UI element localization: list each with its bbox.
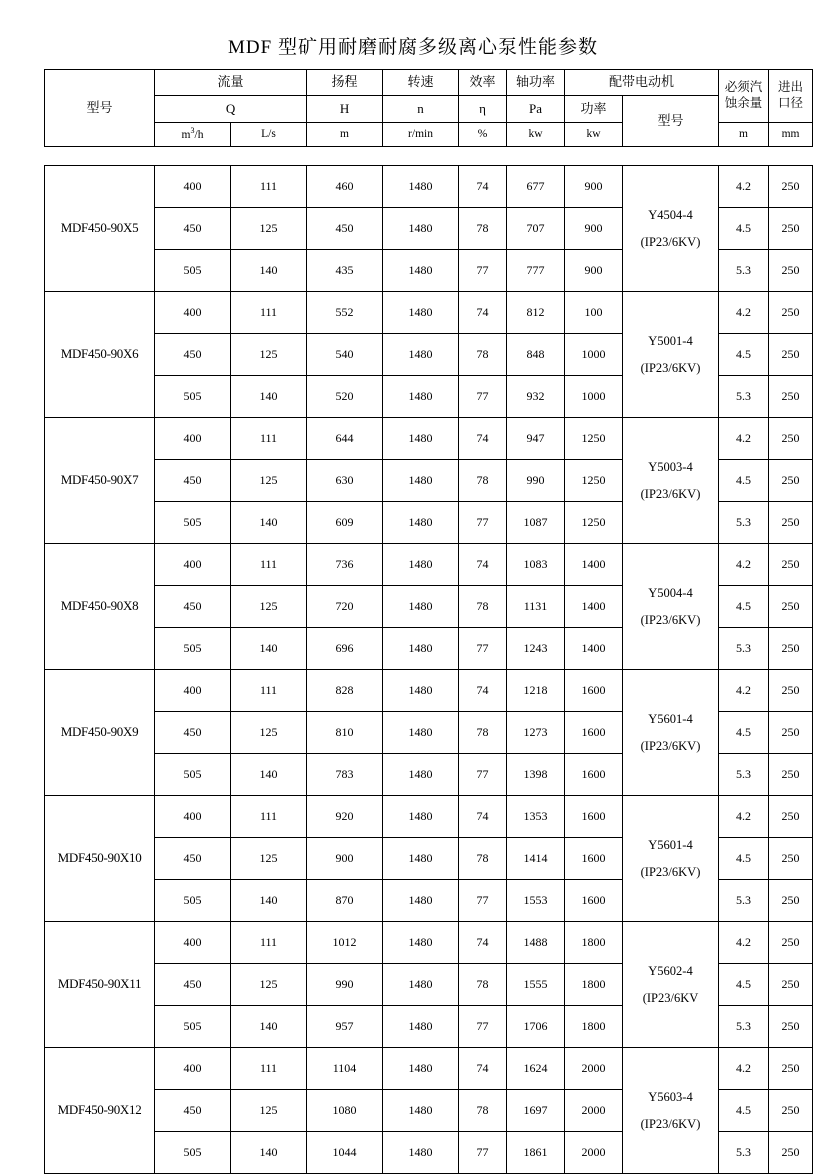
header-npsh-line1: 必须汽 — [724, 80, 763, 95]
cell-head: 783 — [307, 754, 383, 796]
cell-efficiency: 78 — [459, 586, 507, 628]
cell-flow-m3h: 450 — [155, 712, 231, 754]
header-shaft-power-group: 轴功率 — [507, 70, 565, 96]
cell-npsh: 4.5 — [719, 460, 769, 502]
cell-flow-ls: 111 — [231, 670, 307, 712]
cell-head: 1104 — [307, 1048, 383, 1090]
cell-motor-model — [623, 796, 719, 922]
cell-pump-model: MDF450-90X8 — [45, 544, 155, 670]
cell-efficiency: 74 — [459, 796, 507, 838]
cell-motor-power: 1400 — [565, 628, 623, 670]
cell-speed: 1480 — [383, 1132, 459, 1174]
cell-flow-ls: 140 — [231, 628, 307, 670]
cell-flow-m3h: 450 — [155, 838, 231, 880]
header-motor-group: 配带电动机 — [565, 70, 719, 96]
cell-flow-m3h: 505 — [155, 880, 231, 922]
cell-speed: 1480 — [383, 922, 459, 964]
cell-head: 696 — [307, 628, 383, 670]
cell-npsh: 4.2 — [719, 292, 769, 334]
cell-speed: 1480 — [383, 1048, 459, 1090]
cell-motor-power: 1800 — [565, 922, 623, 964]
cell-speed: 1480 — [383, 880, 459, 922]
cell-motor-power: 1600 — [565, 670, 623, 712]
cell-shaft-power: 1218 — [507, 670, 565, 712]
cell-npsh: 5.3 — [719, 250, 769, 292]
table-row — [45, 292, 813, 334]
cell-npsh: 5.3 — [719, 1132, 769, 1174]
cell-pump-model: MDF450-90X7 — [45, 418, 155, 544]
cell-speed: 1480 — [383, 712, 459, 754]
table-row — [45, 670, 813, 712]
table-row — [45, 418, 813, 460]
cell-head: 520 — [307, 376, 383, 418]
header-head-group: 扬程 — [307, 70, 383, 96]
cell-diameter: 250 — [769, 250, 813, 292]
header-model: 型号 — [45, 70, 155, 147]
cell-pump-model: MDF450-90X9 — [45, 670, 155, 796]
cell-flow-m3h: 505 — [155, 1006, 231, 1048]
cell-npsh: 4.2 — [719, 670, 769, 712]
cell-diameter: 250 — [769, 376, 813, 418]
cell-npsh: 4.5 — [719, 838, 769, 880]
cell-shaft-power: 1131 — [507, 586, 565, 628]
cell-flow-m3h: 505 — [155, 628, 231, 670]
cell-npsh: 4.5 — [719, 334, 769, 376]
cell-npsh: 4.2 — [719, 166, 769, 208]
cell-efficiency: 74 — [459, 292, 507, 334]
cell-flow-ls: 140 — [231, 502, 307, 544]
cell-efficiency: 78 — [459, 964, 507, 1006]
motor-model-text: Y4504-4 — [648, 208, 693, 223]
cell-efficiency: 77 — [459, 628, 507, 670]
cell-motor-power: 1800 — [565, 964, 623, 1006]
cell-efficiency: 78 — [459, 334, 507, 376]
header-symbol-h: H — [307, 96, 383, 123]
motor-model-text: Y5003-4 — [648, 460, 693, 475]
cell-head: 720 — [307, 586, 383, 628]
cell-npsh: 5.3 — [719, 376, 769, 418]
cell-flow-ls: 140 — [231, 250, 307, 292]
cell-efficiency: 78 — [459, 1090, 507, 1132]
cell-shaft-power: 990 — [507, 460, 565, 502]
cell-npsh: 4.5 — [719, 712, 769, 754]
cell-npsh: 5.3 — [719, 502, 769, 544]
cell-motor-power: 2000 — [565, 1090, 623, 1132]
cell-flow-ls: 111 — [231, 418, 307, 460]
table-row — [45, 166, 813, 208]
cell-diameter: 250 — [769, 334, 813, 376]
cell-flow-ls: 140 — [231, 1132, 307, 1174]
cell-flow-m3h: 505 — [155, 1132, 231, 1174]
cell-motor-model — [623, 544, 719, 670]
cell-shaft-power: 1273 — [507, 712, 565, 754]
cell-head: 609 — [307, 502, 383, 544]
cell-speed: 1480 — [383, 586, 459, 628]
cell-motor-power: 1600 — [565, 838, 623, 880]
cell-npsh: 5.3 — [719, 1006, 769, 1048]
cell-efficiency: 78 — [459, 838, 507, 880]
cell-flow-m3h: 400 — [155, 670, 231, 712]
cell-flow-m3h: 450 — [155, 334, 231, 376]
cell-diameter: 250 — [769, 418, 813, 460]
cell-flow-ls: 140 — [231, 1006, 307, 1048]
cell-flow-ls: 111 — [231, 922, 307, 964]
cell-shaft-power: 777 — [507, 250, 565, 292]
cell-pump-model: MDF450-90X6 — [45, 292, 155, 418]
cell-speed: 1480 — [383, 166, 459, 208]
cell-shaft-power: 1414 — [507, 838, 565, 880]
cell-speed: 1480 — [383, 460, 459, 502]
cell-npsh: 5.3 — [719, 628, 769, 670]
header-npsh-group — [719, 70, 769, 123]
cell-flow-m3h: 450 — [155, 586, 231, 628]
cell-diameter: 250 — [769, 922, 813, 964]
cell-efficiency: 77 — [459, 1006, 507, 1048]
cell-motor-model — [623, 922, 719, 1048]
table-row — [45, 922, 813, 964]
cell-speed: 1480 — [383, 376, 459, 418]
cell-shaft-power: 947 — [507, 418, 565, 460]
cell-flow-m3h: 505 — [155, 754, 231, 796]
cell-shaft-power: 1353 — [507, 796, 565, 838]
header-unit-npsh-m: m — [719, 123, 769, 147]
cell-flow-m3h: 505 — [155, 250, 231, 292]
cell-flow-ls: 140 — [231, 880, 307, 922]
cell-npsh: 4.5 — [719, 586, 769, 628]
header-dia-line1: 进出 — [778, 80, 804, 95]
cell-shaft-power: 1697 — [507, 1090, 565, 1132]
cell-motor-power: 100 — [565, 292, 623, 334]
header-symbol-n: n — [383, 96, 459, 123]
cell-npsh: 5.3 — [719, 754, 769, 796]
cell-efficiency: 74 — [459, 670, 507, 712]
cell-diameter: 250 — [769, 796, 813, 838]
cell-motor-power: 1400 — [565, 544, 623, 586]
cell-efficiency: 78 — [459, 460, 507, 502]
motor-model-text: Y5004-4 — [648, 586, 693, 601]
cell-motor-power: 1000 — [565, 376, 623, 418]
cell-motor-power: 1800 — [565, 1006, 623, 1048]
cell-head: 957 — [307, 1006, 383, 1048]
cell-diameter: 250 — [769, 880, 813, 922]
cell-shaft-power: 1555 — [507, 964, 565, 1006]
cell-head: 1044 — [307, 1132, 383, 1174]
cell-head: 644 — [307, 418, 383, 460]
cell-flow-ls: 111 — [231, 544, 307, 586]
cell-head: 828 — [307, 670, 383, 712]
cell-shaft-power: 1398 — [507, 754, 565, 796]
cell-flow-ls: 111 — [231, 1048, 307, 1090]
header-diameter-group — [769, 70, 813, 123]
cell-motor-power: 1250 — [565, 502, 623, 544]
cell-flow-ls: 125 — [231, 712, 307, 754]
header-unit-head-m: m — [307, 123, 383, 147]
cell-efficiency: 74 — [459, 166, 507, 208]
cell-speed: 1480 — [383, 628, 459, 670]
header-flow-group: 流量 — [155, 70, 307, 96]
cell-flow-ls: 140 — [231, 376, 307, 418]
cell-head: 870 — [307, 880, 383, 922]
header-motor-model: 型号 — [623, 96, 719, 147]
cell-motor-power: 1250 — [565, 460, 623, 502]
cell-flow-ls: 125 — [231, 460, 307, 502]
cell-diameter: 250 — [769, 628, 813, 670]
cell-pump-model: MDF450-90X11 — [45, 922, 155, 1048]
cell-speed: 1480 — [383, 250, 459, 292]
header-unit-ls: L/s — [231, 123, 307, 147]
cell-motor-power: 1600 — [565, 880, 623, 922]
cell-head: 810 — [307, 712, 383, 754]
cell-pump-model: MDF450-90X12 — [45, 1048, 155, 1174]
cell-shaft-power: 1488 — [507, 922, 565, 964]
cell-flow-m3h: 400 — [155, 544, 231, 586]
cell-head: 1012 — [307, 922, 383, 964]
cell-head: 435 — [307, 250, 383, 292]
header-unit-m3h-sup: 3 — [190, 126, 195, 136]
cell-speed: 1480 — [383, 1090, 459, 1132]
motor-model-text: Y5601-4 — [648, 712, 693, 727]
cell-motor-power: 1600 — [565, 754, 623, 796]
cell-flow-m3h: 450 — [155, 460, 231, 502]
table-row — [45, 544, 813, 586]
cell-efficiency: 77 — [459, 250, 507, 292]
header-symbol-q: Q — [155, 96, 307, 123]
cell-diameter: 250 — [769, 754, 813, 796]
header-speed-group: 转速 — [383, 70, 459, 96]
cell-flow-m3h: 450 — [155, 1090, 231, 1132]
cell-flow-ls: 125 — [231, 1090, 307, 1132]
cell-head: 920 — [307, 796, 383, 838]
parameter-table-header — [44, 69, 813, 147]
motor-model-text: Y5001-4 — [648, 334, 693, 349]
table-row — [45, 796, 813, 838]
header-symbol-pa: Pa — [507, 96, 565, 123]
cell-head: 736 — [307, 544, 383, 586]
cell-efficiency: 78 — [459, 712, 507, 754]
cell-flow-m3h: 400 — [155, 796, 231, 838]
cell-npsh: 4.2 — [719, 418, 769, 460]
cell-shaft-power: 1706 — [507, 1006, 565, 1048]
cell-npsh: 4.5 — [719, 964, 769, 1006]
cell-efficiency: 74 — [459, 922, 507, 964]
cell-motor-power: 1250 — [565, 418, 623, 460]
cell-head: 900 — [307, 838, 383, 880]
cell-diameter: 250 — [769, 208, 813, 250]
header-npsh-line2: 蚀余量 — [724, 96, 763, 110]
header-unit-motor-kw: kw — [565, 123, 623, 147]
cell-shaft-power: 1087 — [507, 502, 565, 544]
header-unit-rmin: r/min — [383, 123, 459, 147]
cell-flow-m3h: 505 — [155, 376, 231, 418]
header-unit-percent: % — [459, 123, 507, 147]
cell-motor-power: 900 — [565, 208, 623, 250]
cell-efficiency: 77 — [459, 880, 507, 922]
cell-motor-model — [623, 166, 719, 292]
cell-flow-m3h: 450 — [155, 208, 231, 250]
cell-diameter: 250 — [769, 1048, 813, 1090]
cell-flow-m3h: 400 — [155, 1048, 231, 1090]
motor-spec-text: (IP23/6KV — [642, 990, 699, 1005]
cell-motor-model — [623, 292, 719, 418]
motor-spec-text: (IP23/6KV) — [640, 738, 701, 753]
cell-shaft-power: 1083 — [507, 544, 565, 586]
cell-diameter: 250 — [769, 166, 813, 208]
cell-speed: 1480 — [383, 1006, 459, 1048]
motor-spec-text: (IP23/6KV) — [640, 234, 701, 249]
cell-speed: 1480 — [383, 838, 459, 880]
cell-npsh: 4.5 — [719, 1090, 769, 1132]
cell-speed: 1480 — [383, 334, 459, 376]
cell-diameter: 250 — [769, 292, 813, 334]
cell-shaft-power: 1861 — [507, 1132, 565, 1174]
cell-motor-power: 900 — [565, 250, 623, 292]
header-efficiency-group: 效率 — [459, 70, 507, 96]
motor-spec-text: (IP23/6KV) — [640, 360, 701, 375]
cell-shaft-power: 677 — [507, 166, 565, 208]
motor-model-text: Y5601-4 — [648, 838, 693, 853]
cell-shaft-power: 1553 — [507, 880, 565, 922]
cell-shaft-power: 1624 — [507, 1048, 565, 1090]
cell-motor-power: 2000 — [565, 1132, 623, 1174]
cell-efficiency: 74 — [459, 544, 507, 586]
cell-flow-ls: 111 — [231, 292, 307, 334]
header-unit-m3h: $m^3/h$ — [155, 123, 231, 147]
cell-shaft-power: 1243 — [507, 628, 565, 670]
cell-motor-model — [623, 670, 719, 796]
page-title: MDF 型矿用耐磨耐腐多级离心泵性能参数 — [228, 37, 598, 58]
cell-speed: 1480 — [383, 670, 459, 712]
cell-speed: 1480 — [383, 754, 459, 796]
cell-npsh: 4.2 — [719, 544, 769, 586]
cell-shaft-power: 932 — [507, 376, 565, 418]
cell-speed: 1480 — [383, 796, 459, 838]
cell-flow-ls: 111 — [231, 796, 307, 838]
cell-motor-model — [623, 418, 719, 544]
cell-flow-ls: 125 — [231, 586, 307, 628]
header-dia-line2: 口径 — [778, 96, 804, 110]
motor-model-text: Y5602-4 — [648, 964, 693, 979]
table-row — [45, 1048, 813, 1090]
cell-pump-model: MDF450-90X10 — [45, 796, 155, 922]
motor-spec-text: (IP23/6KV) — [640, 1116, 701, 1131]
cell-efficiency: 77 — [459, 754, 507, 796]
motor-spec-text: (IP23/6KV) — [640, 864, 701, 879]
cell-head: 540 — [307, 334, 383, 376]
cell-efficiency: 74 — [459, 418, 507, 460]
motor-model-text: Y5603-4 — [648, 1090, 693, 1105]
motor-spec-text: (IP23/6KV) — [640, 486, 701, 501]
cell-motor-power: 2000 — [565, 1048, 623, 1090]
cell-flow-ls: 125 — [231, 838, 307, 880]
cell-efficiency: 74 — [459, 1048, 507, 1090]
cell-flow-ls: 140 — [231, 754, 307, 796]
cell-head: 450 — [307, 208, 383, 250]
cell-diameter: 250 — [769, 964, 813, 1006]
cell-flow-m3h: 400 — [155, 922, 231, 964]
cell-flow-m3h: 450 — [155, 964, 231, 1006]
parameter-table-body — [44, 165, 813, 1174]
cell-diameter: 250 — [769, 544, 813, 586]
cell-motor-power: 1600 — [565, 712, 623, 754]
cell-head: 552 — [307, 292, 383, 334]
cell-speed: 1480 — [383, 544, 459, 586]
cell-npsh: 4.2 — [719, 796, 769, 838]
cell-flow-ls: 125 — [231, 208, 307, 250]
cell-shaft-power: 707 — [507, 208, 565, 250]
header-motor-power: 功率 — [565, 96, 623, 123]
header-unit-m3h-tail: /h — [194, 129, 204, 142]
cell-efficiency: 77 — [459, 1132, 507, 1174]
cell-shaft-power: 848 — [507, 334, 565, 376]
cell-motor-power: 1600 — [565, 796, 623, 838]
cell-flow-m3h: 400 — [155, 292, 231, 334]
cell-diameter: 250 — [769, 586, 813, 628]
header-symbol-eta: η — [459, 96, 507, 123]
cell-flow-ls: 125 — [231, 964, 307, 1006]
cell-diameter: 250 — [769, 460, 813, 502]
header-unit-dia-mm: mm — [769, 123, 813, 147]
cell-diameter: 250 — [769, 712, 813, 754]
cell-flow-m3h: 400 — [155, 166, 231, 208]
cell-speed: 1480 — [383, 502, 459, 544]
cell-efficiency: 78 — [459, 208, 507, 250]
cell-head: 460 — [307, 166, 383, 208]
header-unit-shaft-kw: kw — [507, 123, 565, 147]
cell-flow-ls: 125 — [231, 334, 307, 376]
cell-speed: 1480 — [383, 208, 459, 250]
cell-speed: 1480 — [383, 292, 459, 334]
cell-diameter: 250 — [769, 1132, 813, 1174]
cell-head: 1080 — [307, 1090, 383, 1132]
cell-npsh: 4.5 — [719, 208, 769, 250]
cell-head: 630 — [307, 460, 383, 502]
cell-efficiency: 77 — [459, 502, 507, 544]
cell-motor-power: 1000 — [565, 334, 623, 376]
cell-npsh: 5.3 — [719, 880, 769, 922]
cell-npsh: 4.2 — [719, 922, 769, 964]
cell-pump-model: MDF450-90X5 — [45, 166, 155, 292]
cell-speed: 1480 — [383, 418, 459, 460]
cell-flow-m3h: 505 — [155, 502, 231, 544]
cell-npsh: 4.2 — [719, 1048, 769, 1090]
motor-spec-text: (IP23/6KV) — [640, 612, 701, 627]
cell-diameter: 250 — [769, 502, 813, 544]
cell-shaft-power: 812 — [507, 292, 565, 334]
cell-diameter: 250 — [769, 1006, 813, 1048]
cell-flow-ls: 111 — [231, 166, 307, 208]
cell-efficiency: 77 — [459, 376, 507, 418]
cell-motor-power: 1400 — [565, 586, 623, 628]
cell-motor-model — [623, 1048, 719, 1174]
cell-diameter: 250 — [769, 670, 813, 712]
cell-head: 990 — [307, 964, 383, 1006]
cell-diameter: 250 — [769, 1090, 813, 1132]
cell-motor-power: 900 — [565, 166, 623, 208]
cell-diameter: 250 — [769, 838, 813, 880]
cell-flow-m3h: 400 — [155, 418, 231, 460]
cell-speed: 1480 — [383, 964, 459, 1006]
